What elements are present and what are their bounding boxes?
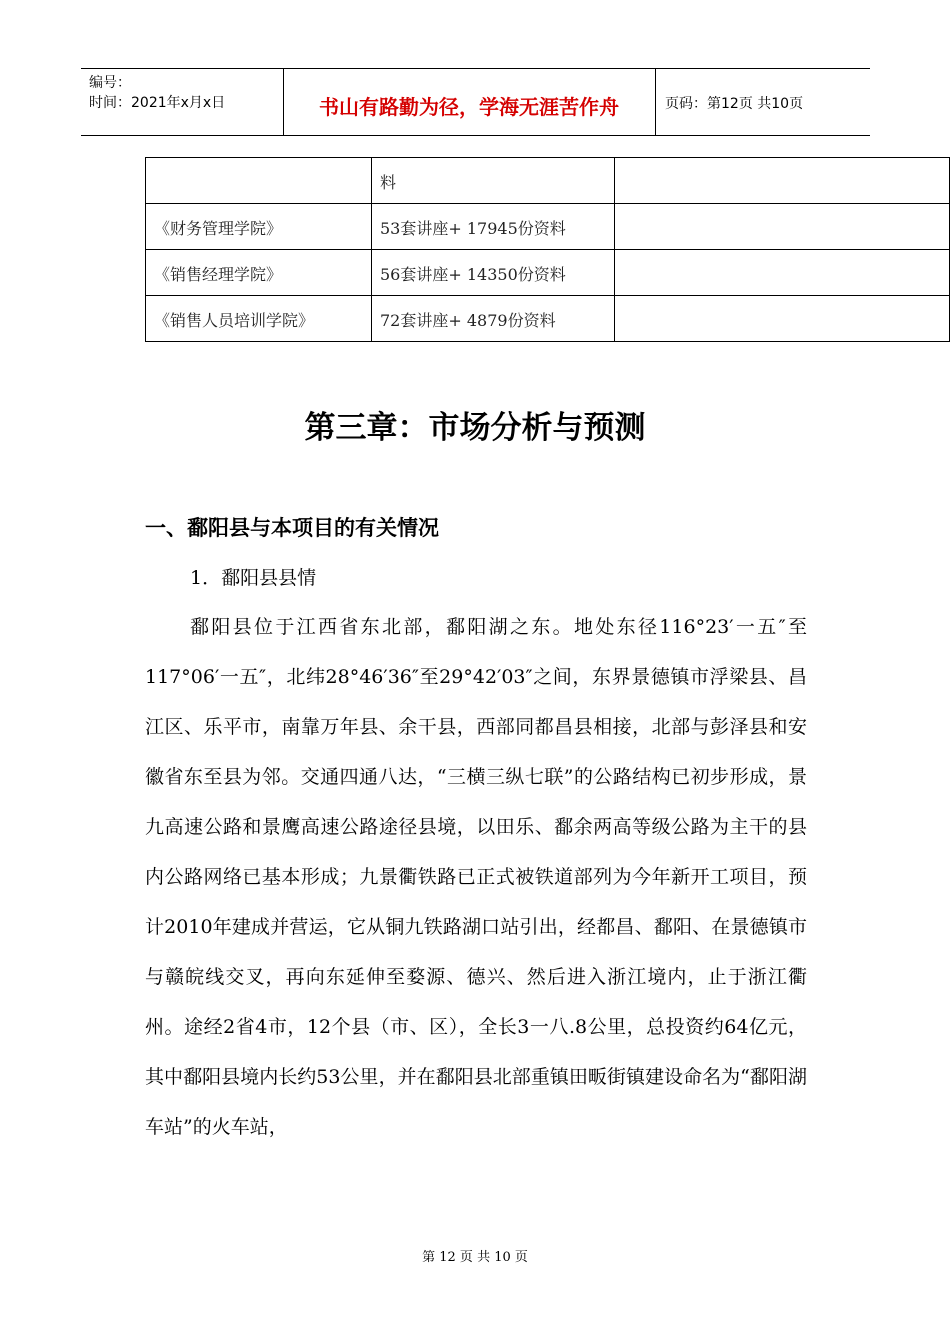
header-time-label: 时间：2021年x月x日 <box>89 95 226 111</box>
table-cell-note <box>615 158 950 204</box>
chapter-title: 第三章：市场分析与预测 <box>304 410 646 446</box>
subsection-title: 1．鄱阳县县情 <box>190 567 317 589</box>
header-page-info: 页码：第12页 共10页 <box>665 96 804 112</box>
table-row <box>146 158 950 204</box>
table-row <box>146 250 950 296</box>
table-cell-note <box>615 250 950 296</box>
table-cell-content: 72套讲座+ 4879份资料 <box>372 296 615 342</box>
table-cell-content: 53套讲座+ 17945份资料 <box>372 204 615 250</box>
header-meta <box>89 73 225 113</box>
header-divider-right <box>655 69 656 135</box>
body-paragraph: 鄱阳县位于江西省东北部，鄱阳湖之东。地处东径116°23′一五″至117°06′一五″，北纬28°46′36″至29°42′03″之间，东界景德镇市浮梁县、昌江区、乐平市，南靠万年县、余干县，西部同都昌县相接，北部与彭泽县和安徽省东至县为邻。交通四通八达，“三横三纵七联”的公路结构已初步形成，景九高速公路和景鹰高速公路途径县境，以田乐、鄱余两高等级公路为主干的县内公路网络已基本形成；九景衢铁路已正式被铁道部列为今年新开工项目，预计2010年建成并营运，它从铜九铁路湖口站引出，经都昌、鄱阳、在景德镇市与赣皖线交叉，再向东延伸至婺源、德兴、然后进入浙江境内，止于浙江衢州。途经2省4市，12个县（市、区），全长3一八.8公里，总投资约64亿元，其中鄱阳县境内长约53公里，并在鄱阳县北部重镇田畈街镇建设命名为“鄱阳湖车站”的火车站， <box>145 616 807 1138</box>
table-row <box>146 204 950 250</box>
page-header <box>81 68 870 136</box>
table-cell-note <box>615 296 950 342</box>
table-cell-name <box>146 158 372 204</box>
table-row <box>146 296 950 342</box>
section-title: 一、鄱阳县与本项目的有关情况 <box>145 516 439 540</box>
page-footer: 第 12 页 共 10 页 <box>422 1250 528 1265</box>
header-number-label: 编号： <box>89 75 131 91</box>
table-cell-content: 料 <box>372 158 615 204</box>
table-cell-name: 《财务管理学院》 <box>146 204 372 250</box>
table-cell-content: 56套讲座+ 14350份资料 <box>372 250 615 296</box>
table-cell-name: 《销售人员培训学院》 <box>146 296 372 342</box>
header-motto: 书山有路勤为径，学海无涯苦作舟 <box>319 95 619 119</box>
table-cell-name: 《销售经理学院》 <box>146 250 372 296</box>
resource-table <box>145 157 950 342</box>
table-cell-note <box>615 204 950 250</box>
